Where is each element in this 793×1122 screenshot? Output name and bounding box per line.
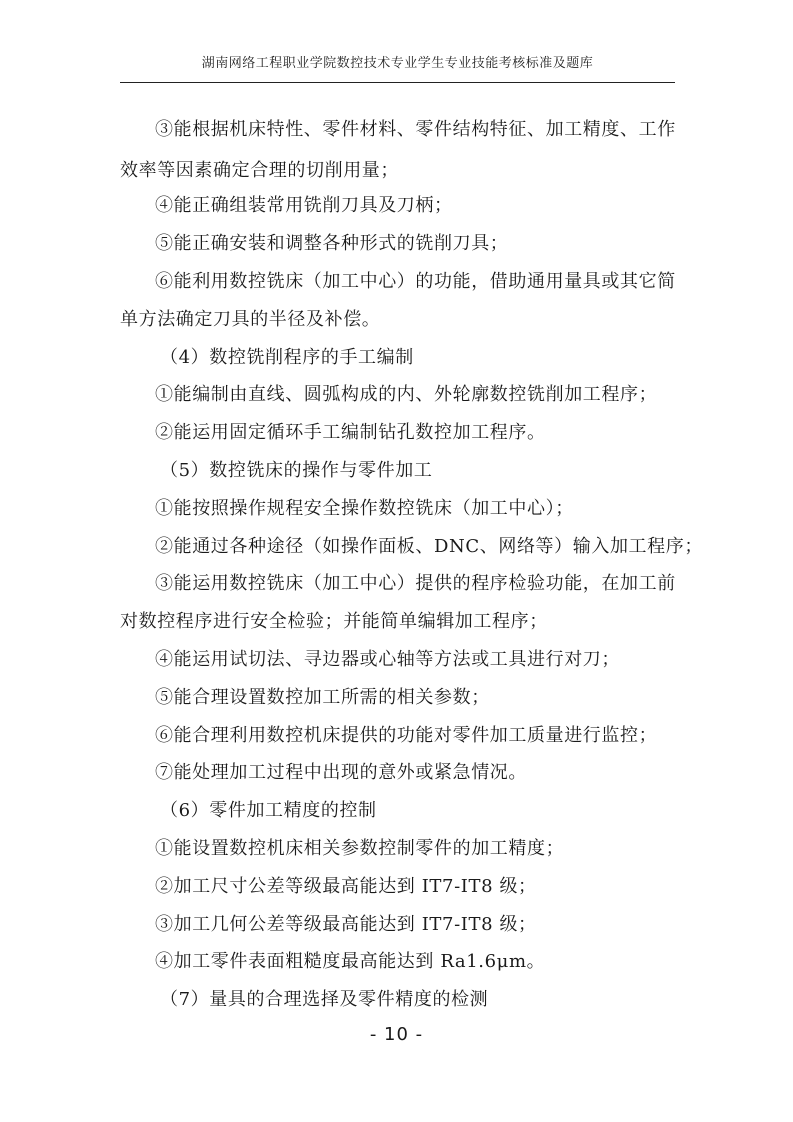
paragraph-line: 效率等因素确定合理的切削用量；	[120, 160, 399, 181]
paragraph-line: ②能通过各种途径（如操作面板、DNC、网络等）输入加工程序；	[155, 536, 703, 557]
paragraph-line: ①能按照操作规程安全操作数控铣床（加工中心）；	[155, 498, 574, 519]
paragraph-line: 对数控程序进行安全检验；并能简单编辑加工程序；	[120, 611, 548, 632]
section-heading: （6）零件加工精度的控制	[160, 800, 377, 821]
paragraph-line: ⑤能合理设置数控加工所需的相关参数；	[155, 687, 490, 708]
section-heading: （5）数控铣床的操作与零件加工	[160, 460, 433, 481]
page-number: - 10 -	[369, 1024, 424, 1045]
paragraph-line: ③能运用数控铣床（加工中心）提供的程序检验功能，在加工前	[155, 573, 676, 594]
header-divider	[120, 82, 675, 83]
paragraph-line: ①能设置数控机床相关参数控制零件的加工精度；	[155, 838, 565, 859]
paragraph-line: ③加工几何公差等级最高能达到 IT7-IT8 级；	[155, 914, 537, 935]
paragraph-line: ③能根据机床特性、零件材料、零件结构特征、加工精度、工作	[155, 119, 676, 140]
paragraph-line: ⑥能合理利用数控机床提供的功能对零件加工质量进行监控；	[155, 725, 658, 746]
paragraph-line: ②加工尺寸公差等级最高能达到 IT7-IT8 级；	[155, 876, 537, 897]
paragraph-line: ⑦能处理加工过程中出现的意外或紧急情况。	[155, 762, 527, 783]
paragraph-line: ②能运用固定循环手工编制钻孔数控加工程序。	[155, 422, 546, 443]
section-heading: （7）量具的合理选择及零件精度的检测	[160, 989, 489, 1010]
paragraph-line: ④加工零件表面粗糙度最高能达到 Ra1.6μm。	[155, 951, 546, 972]
paragraph-line: ①能编制由直线、圆弧构成的内、外轮廓数控铣削加工程序；	[155, 384, 658, 405]
paragraph-line: ④能正确组装常用铣削刀具及刀柄；	[155, 195, 453, 216]
page-header: 湖南网络工程职业学院数控技术专业学生专业技能考核标准及题库	[201, 56, 594, 71]
paragraph-line: 单方法确定刀具的半径及补偿。	[120, 309, 381, 330]
paragraph-line: ⑤能正确安装和调整各种形式的铣削刀具；	[155, 233, 509, 254]
section-heading: （4）数控铣削程序的手工编制	[160, 347, 414, 368]
paragraph-line: ④能运用试切法、寻边器或心轴等方法或工具进行对刀；	[155, 649, 620, 670]
paragraph-line: ⑥能利用数控铣床（加工中心）的功能，借助通用量具或其它简	[155, 271, 676, 292]
